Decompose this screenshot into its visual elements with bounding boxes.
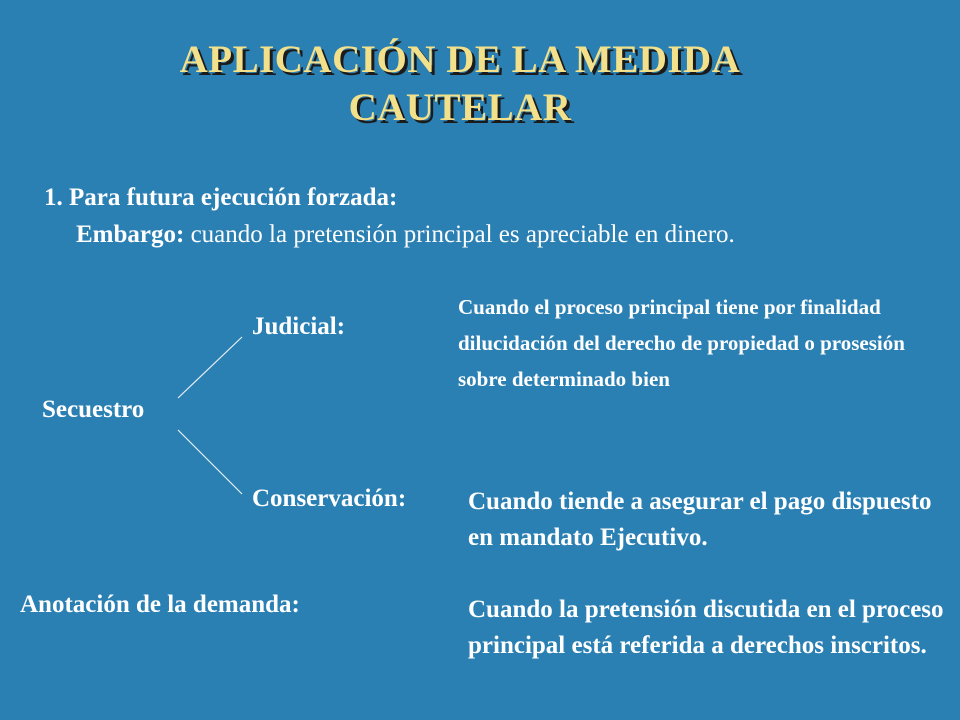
branch-line-conservacion <box>178 430 242 494</box>
item-1-heading: 1. Para futura ejecución forzada: <box>44 184 398 211</box>
embargo-line <box>76 219 735 250</box>
judicial-description: Cuando el proceso principal tiene por finalidad dilucidación del derecho de propiedad o prosesión sobre determinado bien <box>458 295 905 391</box>
embargo-text: cuando la pretensión principal es apreciable en dinero. <box>184 221 735 248</box>
secuestro-label: Secuestro <box>42 396 145 423</box>
judicial-label: Judicial: <box>252 313 346 340</box>
embargo-label: Embargo: <box>76 221 185 248</box>
anotacion-label: Anotación de la demanda: <box>20 591 300 618</box>
conservacion-description: Cuando tiende a asegurar el pago dispuesto en mandato Ejecutivo. <box>468 488 932 551</box>
slide-title-line-2: CAUTELAR <box>348 86 572 129</box>
slide-title <box>0 36 920 132</box>
conservacion-label: Conservación: <box>252 485 407 512</box>
branch-line-judicial <box>178 337 242 398</box>
slide-title-line-1: APLICACIÓN DE LA MEDIDA <box>179 38 741 81</box>
anotacion-description: Cuando la pretensión discutida en el proceso principal está referida a derechos inscritos. <box>468 596 944 659</box>
